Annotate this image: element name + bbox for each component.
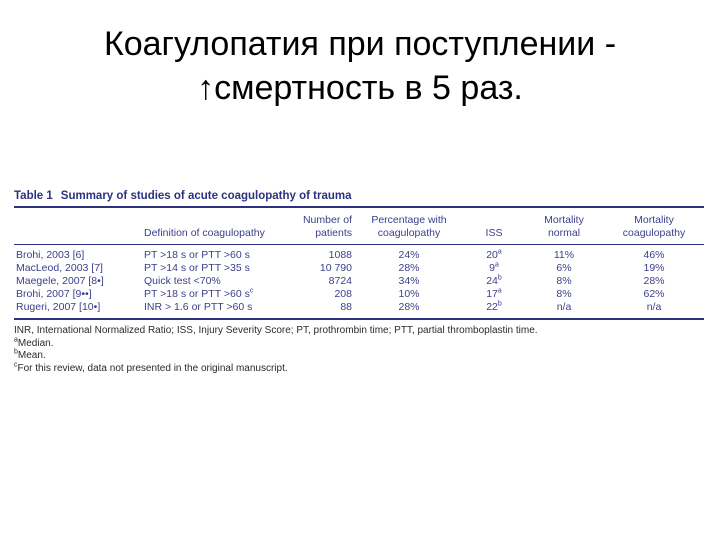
cell-mortality-normal: 11% [553, 249, 575, 261]
cell-mortality-coagulopathy: 28% [643, 275, 665, 287]
cell-definition: Quick test <70% [144, 275, 221, 287]
header-percentage: Percentage with coagulopathy [354, 208, 464, 245]
header-iss: ISS [464, 208, 524, 245]
cell-study: Maegele, 2007 [8•] [16, 275, 104, 287]
table-row [14, 301, 704, 319]
header-study [14, 208, 142, 245]
footnote-b: $^b$Mean. [14, 348, 46, 361]
cell-mortality-coagulopathy: 46% [643, 249, 665, 261]
cell-patients: 8724 [328, 275, 352, 287]
cell-mortality-normal: 8% [556, 288, 572, 300]
cell-study: Rugeri, 2007 [10•] [14, 301, 142, 319]
table-caption-text: Summary of studies of acute coagulopathy of trauma [60, 190, 352, 202]
cell-mortality-normal: 8% [556, 275, 572, 287]
table-row [14, 275, 704, 288]
cell-iss: 9$^a$ [489, 261, 499, 274]
cell-patients: 10 790 [319, 262, 352, 274]
cell-definition: PT >18 s or PTT >60 $s^c$ [144, 287, 254, 300]
cell-percentage: 34% [398, 275, 420, 287]
slide-title [0, 22, 720, 110]
table-row [14, 288, 704, 301]
footnote-c: $^c$For this review, data not presented in the original manuscript. [14, 361, 288, 374]
cell-definition: PT >18 s or PTT >60 s [144, 249, 250, 261]
table-caption [14, 190, 704, 208]
cell-mortality-normal: n/a [524, 301, 604, 319]
cell-patients: 1088 [328, 249, 352, 261]
footnote-a: $^a$Median. [14, 336, 54, 349]
cell-iss: 22$^b$ [464, 301, 524, 319]
slide-title-line-1: Коагулопатия при поступлении - [103, 25, 617, 63]
slide-title-line-2: ↑смертность в 5 раз. [197, 69, 523, 107]
cell-iss: 17$^a$ [486, 287, 502, 300]
cell-percentage: 28% [354, 301, 464, 319]
cell-patients: 88 [292, 301, 354, 319]
header-mortality-coagulopathy: Mortality coagulopathy [604, 208, 704, 245]
header-row [14, 208, 704, 245]
cell-definition: INR > 1.6 or PTT >60 s [142, 301, 292, 319]
table-caption-number: Table 1 [14, 190, 53, 202]
cell-mortality-coagulopathy: n/a [604, 301, 704, 319]
cell-percentage: 24% [398, 249, 420, 261]
cell-percentage: 28% [398, 262, 420, 274]
coagulopathy-table [14, 208, 704, 320]
header-patients: Number of patients [292, 208, 354, 245]
cell-study: Brohi, 2003 [6] [16, 249, 85, 261]
cell-definition: PT >14 s or PTT >35 s [144, 262, 250, 274]
cell-mortality-coagulopathy: 62% [643, 288, 665, 300]
table-row [14, 262, 704, 275]
cell-patients: 208 [334, 288, 352, 300]
cell-iss: 24$^b$ [486, 274, 502, 287]
abbreviations-note: INR, International Normalized Ratio; ISS, Injury Severity Score; PT, prothrombin time; PTT, partial thromboplastin time. [14, 325, 538, 336]
table-notes [14, 325, 704, 375]
cell-mortality-normal: 6% [556, 262, 572, 274]
cell-iss: 20$^a$ [486, 248, 502, 261]
header-definition: Definition of coagulopathy [142, 208, 292, 245]
cell-percentage: 10% [398, 288, 420, 300]
header-mortality-normal: Mortality normal [524, 208, 604, 245]
cell-study: MacLeod, 2003 [7] [16, 262, 103, 274]
table-row [14, 245, 704, 263]
cell-mortality-coagulopathy: 19% [643, 262, 665, 274]
cell-study: Brohi, 2007 [9••] [16, 288, 92, 300]
table-figure [14, 190, 704, 375]
